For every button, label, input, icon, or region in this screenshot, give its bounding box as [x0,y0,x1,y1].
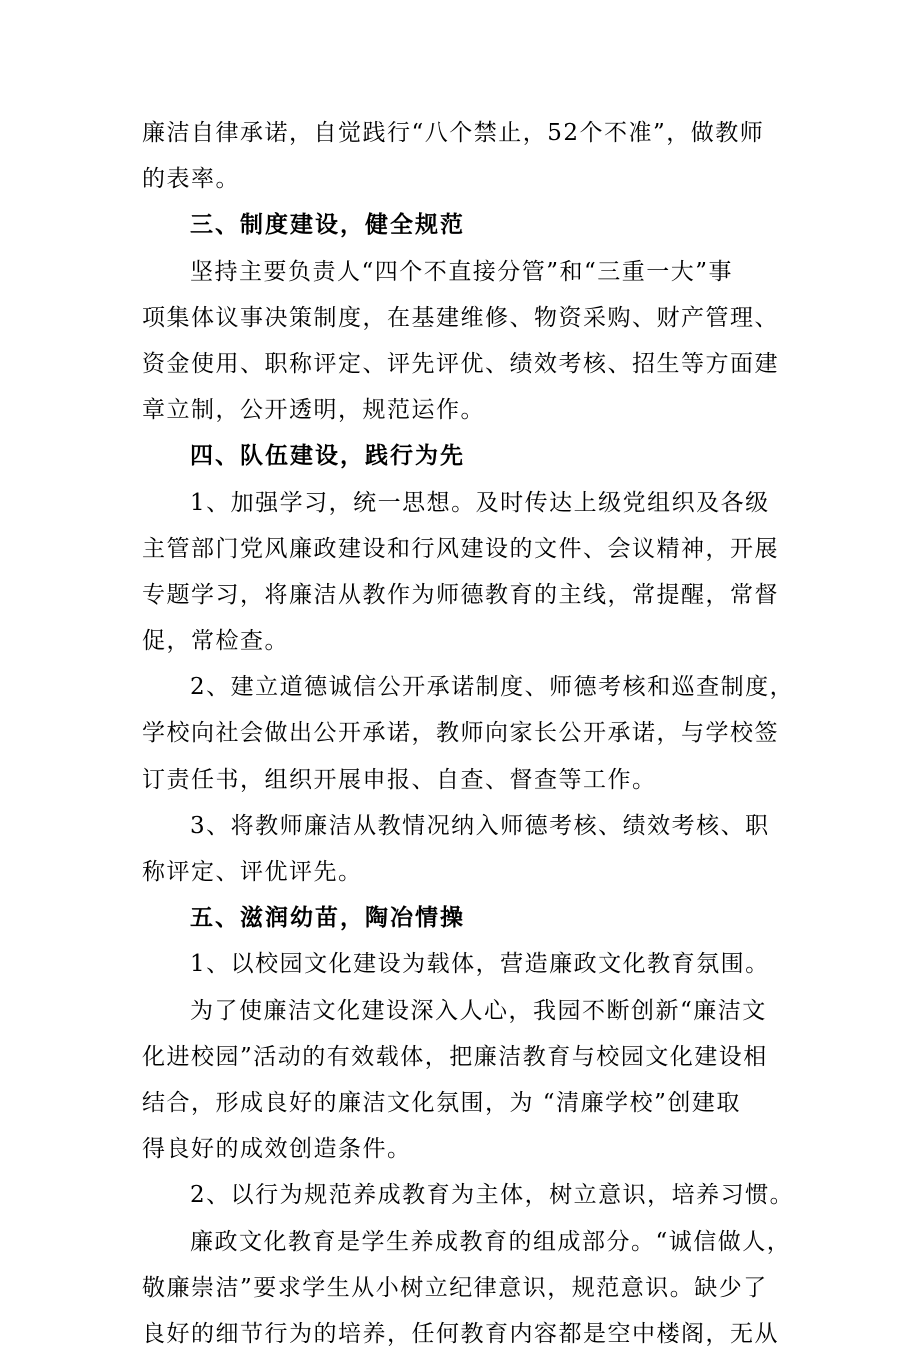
body-line: 2、建立道德诚信公开承诺制度、师德考核和巡查制度， [190,674,795,701]
body-line: 廉政文化教育是学生养成教育的组成部分。“诚信做人， [190,1228,792,1255]
section-heading-5: 五、滋润幼苗，陶冶情操 [190,904,465,932]
body-line: 1、以校园文化建设为载体，营造廉政文化教育氛围。 [190,951,770,978]
body-line: 促，常检查。 [142,628,289,655]
body-line: 1、加强学习，统一思想。及时传达上级党组织及各级 [190,489,770,516]
body-line: 项集体议事决策制度，在基建维修、物资采购、财产管理、 [142,304,779,331]
body-line: 敬廉崇洁”要求学生从小树立纪律意识，规范意识。缺少了 [142,1274,768,1301]
body-line: 专题学习，将廉洁从教作为师德教育的主线，常提醒，常督 [142,581,779,608]
body-line: 2、以行为规范养成教育为主体，树立意识，培养习惯。 [190,1182,795,1209]
body-line: 订责任书，组织开展申报、自查、督查等工作。 [142,766,657,793]
body-line: 廉洁自律承诺，自觉践行“八个禁止，52个不准”，做教师 [142,120,765,146]
body-line: 3、将教师廉洁从教情况纳入师德考核、绩效考核、职 [190,812,770,839]
body-line: 学校向社会做出公开承诺，教师向家长公开承诺，与学校签 [142,720,779,747]
body-line: 资金使用、职称评定、评先评优、绩效考核、招生等方面建 [142,350,779,377]
body-line: 的表率。 [142,166,240,193]
body-line: 坚持主要负责人“四个不直接分管”和“三重一大”事 [190,258,734,285]
body-line: 得良好的成效创造条件。 [142,1136,412,1163]
body-line: 化进校园”活动的有效载体，把廉洁教育与校园文化建设相 [142,1043,768,1070]
body-line: 良好的细节行为的培养，任何教育内容都是空中楼阁，无从 [142,1320,779,1347]
section-heading-4: 四、队伍建设，践行为先 [190,442,465,470]
body-line: 主管部门党风廉政建设和行风建设的文件、会议精神，开展 [142,535,779,562]
section-heading-3: 三、制度建设，健全规范 [190,211,465,239]
body-line: 结合，形成良好的廉洁文化氛围，为 “清廉学校”创建取 [142,1089,741,1116]
body-line: 章立制，公开透明，规范运作。 [142,397,485,424]
body-line: 为了使廉洁文化建设深入人心，我园不断创新“廉洁文 [190,997,767,1024]
document-body [142,110,802,1357]
body-line: 称评定、评优评先。 [142,859,363,885]
